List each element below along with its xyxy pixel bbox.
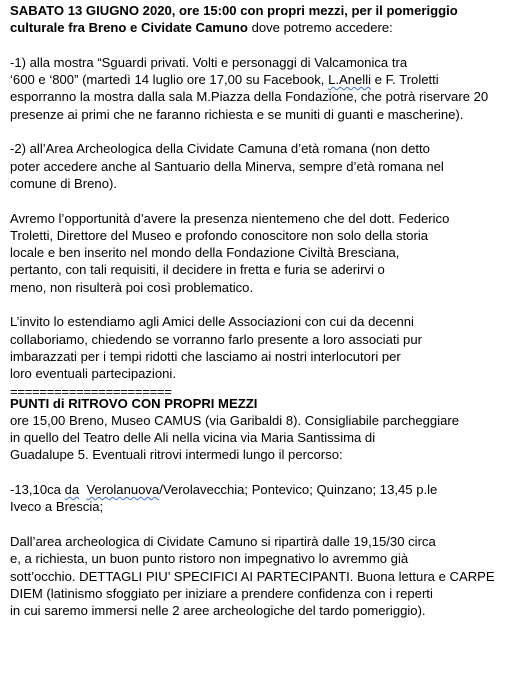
text-line: collaboriamo, chiedendo se vorranno farlo presente a loro associati pur: [10, 331, 422, 347]
invitation-paragraph: [10, 313, 514, 399]
text-line: -1) alla mostra “Sguardi privati. Volti e personaggi di Valcamonica tra: [10, 54, 408, 70]
text-line: -13,10ca: [10, 482, 65, 498]
text-line: Guadalupe 5. Eventuali ritrovi intermedi lungo il percorso:: [10, 447, 343, 463]
event-title-line-1: SABATO 13 GIUGNO 2020, ore 15:00 con propri mezzi, per il pomeriggio: [10, 3, 458, 18]
text-line: poter accedere anche al Santuario della Minerva, sempre d’età romana nel: [10, 158, 444, 174]
archaeology-paragraph: [10, 140, 514, 192]
text-line: pertanto, con tali requisiti, il decidere in fretta e furia se aderirvi o: [10, 262, 385, 278]
text-line: imbarazzati per i tempi ridotti che lasciamo ai nostri interlocutori per: [10, 348, 401, 364]
text-line: sott’occhio. DETTAGLI PIU’ SPECIFICI AI PARTECIPANTI. Buona lettura e CARPE: [10, 568, 495, 584]
meeting-points-section: [10, 395, 514, 464]
closing-paragraph: [10, 533, 514, 619]
text-line: loro eventuali partecipazioni.: [10, 366, 176, 382]
text-line: esporranno la mostra dalla sala M.Piazza della Fondazione, che potrà riservare 20: [10, 89, 489, 105]
event-title-line-2: culturale fra Breno e Cividate Camuno: [10, 20, 248, 36]
text-line: /Verolavecchia; Pontevico; Quinzano; 13,45 p.le: [159, 482, 438, 498]
text-line: comune di Breno).: [10, 175, 117, 191]
text-line: Troletti, Direttore del Museo e profondo conoscitore non solo della storia: [10, 227, 429, 243]
text-line: in cui saremo immersi nelle 2 aree archeologiche del tardo pomeriggio).: [10, 603, 426, 619]
exhibition-paragraph: [10, 54, 514, 123]
text-line: Avremo l’opportunità d’avere la presenza nientemeno che del dott. Federico: [10, 210, 450, 226]
text-line: Dall’area archeologica di Cividate Camuno si ripartirà dalle 19,15/30 circa: [10, 533, 436, 549]
spellcheck-word: L.Anelli: [328, 72, 372, 88]
section-heading: PUNTI di RITROVO CON PROPRI MEZZI: [10, 395, 258, 411]
text-line: ‘600 e ‘800” (martedì 14 luglio ore 17,00 su Facebook,: [10, 72, 329, 88]
text-line: meno, non risulterà poi così problematico.: [10, 279, 254, 295]
text-line: e F. Troletti: [371, 72, 439, 88]
text-line: Iveco a Brescia;: [10, 499, 104, 515]
text-line: in quello del Teatro delle Ali nella vicina via Maria Santissima di: [10, 430, 376, 446]
text-line: DIEM (latinismo sfoggiato per iniziare a prendere confidenza con i reperti: [10, 585, 433, 601]
text-line: L’invito lo estendiamo agli Amici delle Associazioni con cui da decenni: [10, 314, 414, 330]
document-body: [10, 2, 514, 619]
spellcheck-word: Verolanuova: [86, 482, 160, 498]
intermediate-stops-paragraph: [10, 481, 514, 516]
text-line: ore 15,00 Breno, Museo CAMUS (via Garibaldi 8). Consigliabile parcheggiare: [10, 412, 460, 428]
spellcheck-word: da: [64, 482, 80, 498]
event-title-line-2-rest: dove potremo accedere:: [247, 20, 393, 36]
text-line: presenze ai primi che ne faranno richiesta e se muniti di guanti e mascherine).: [10, 106, 464, 122]
director-paragraph: [10, 210, 514, 296]
header-paragraph: [10, 2, 514, 37]
separator-line: ======================: [10, 383, 172, 399]
text-line: e, a richiesta, un buon punto ristoro non impegnativo lo avremmo già: [10, 551, 409, 567]
text-line: -2) all’Area Archeologica della Cividate Camuna d’età romana (non detto: [10, 141, 430, 157]
text-line: locale e ben inserito nel mondo della Fondazione Civiltà Bresciana,: [10, 245, 400, 261]
